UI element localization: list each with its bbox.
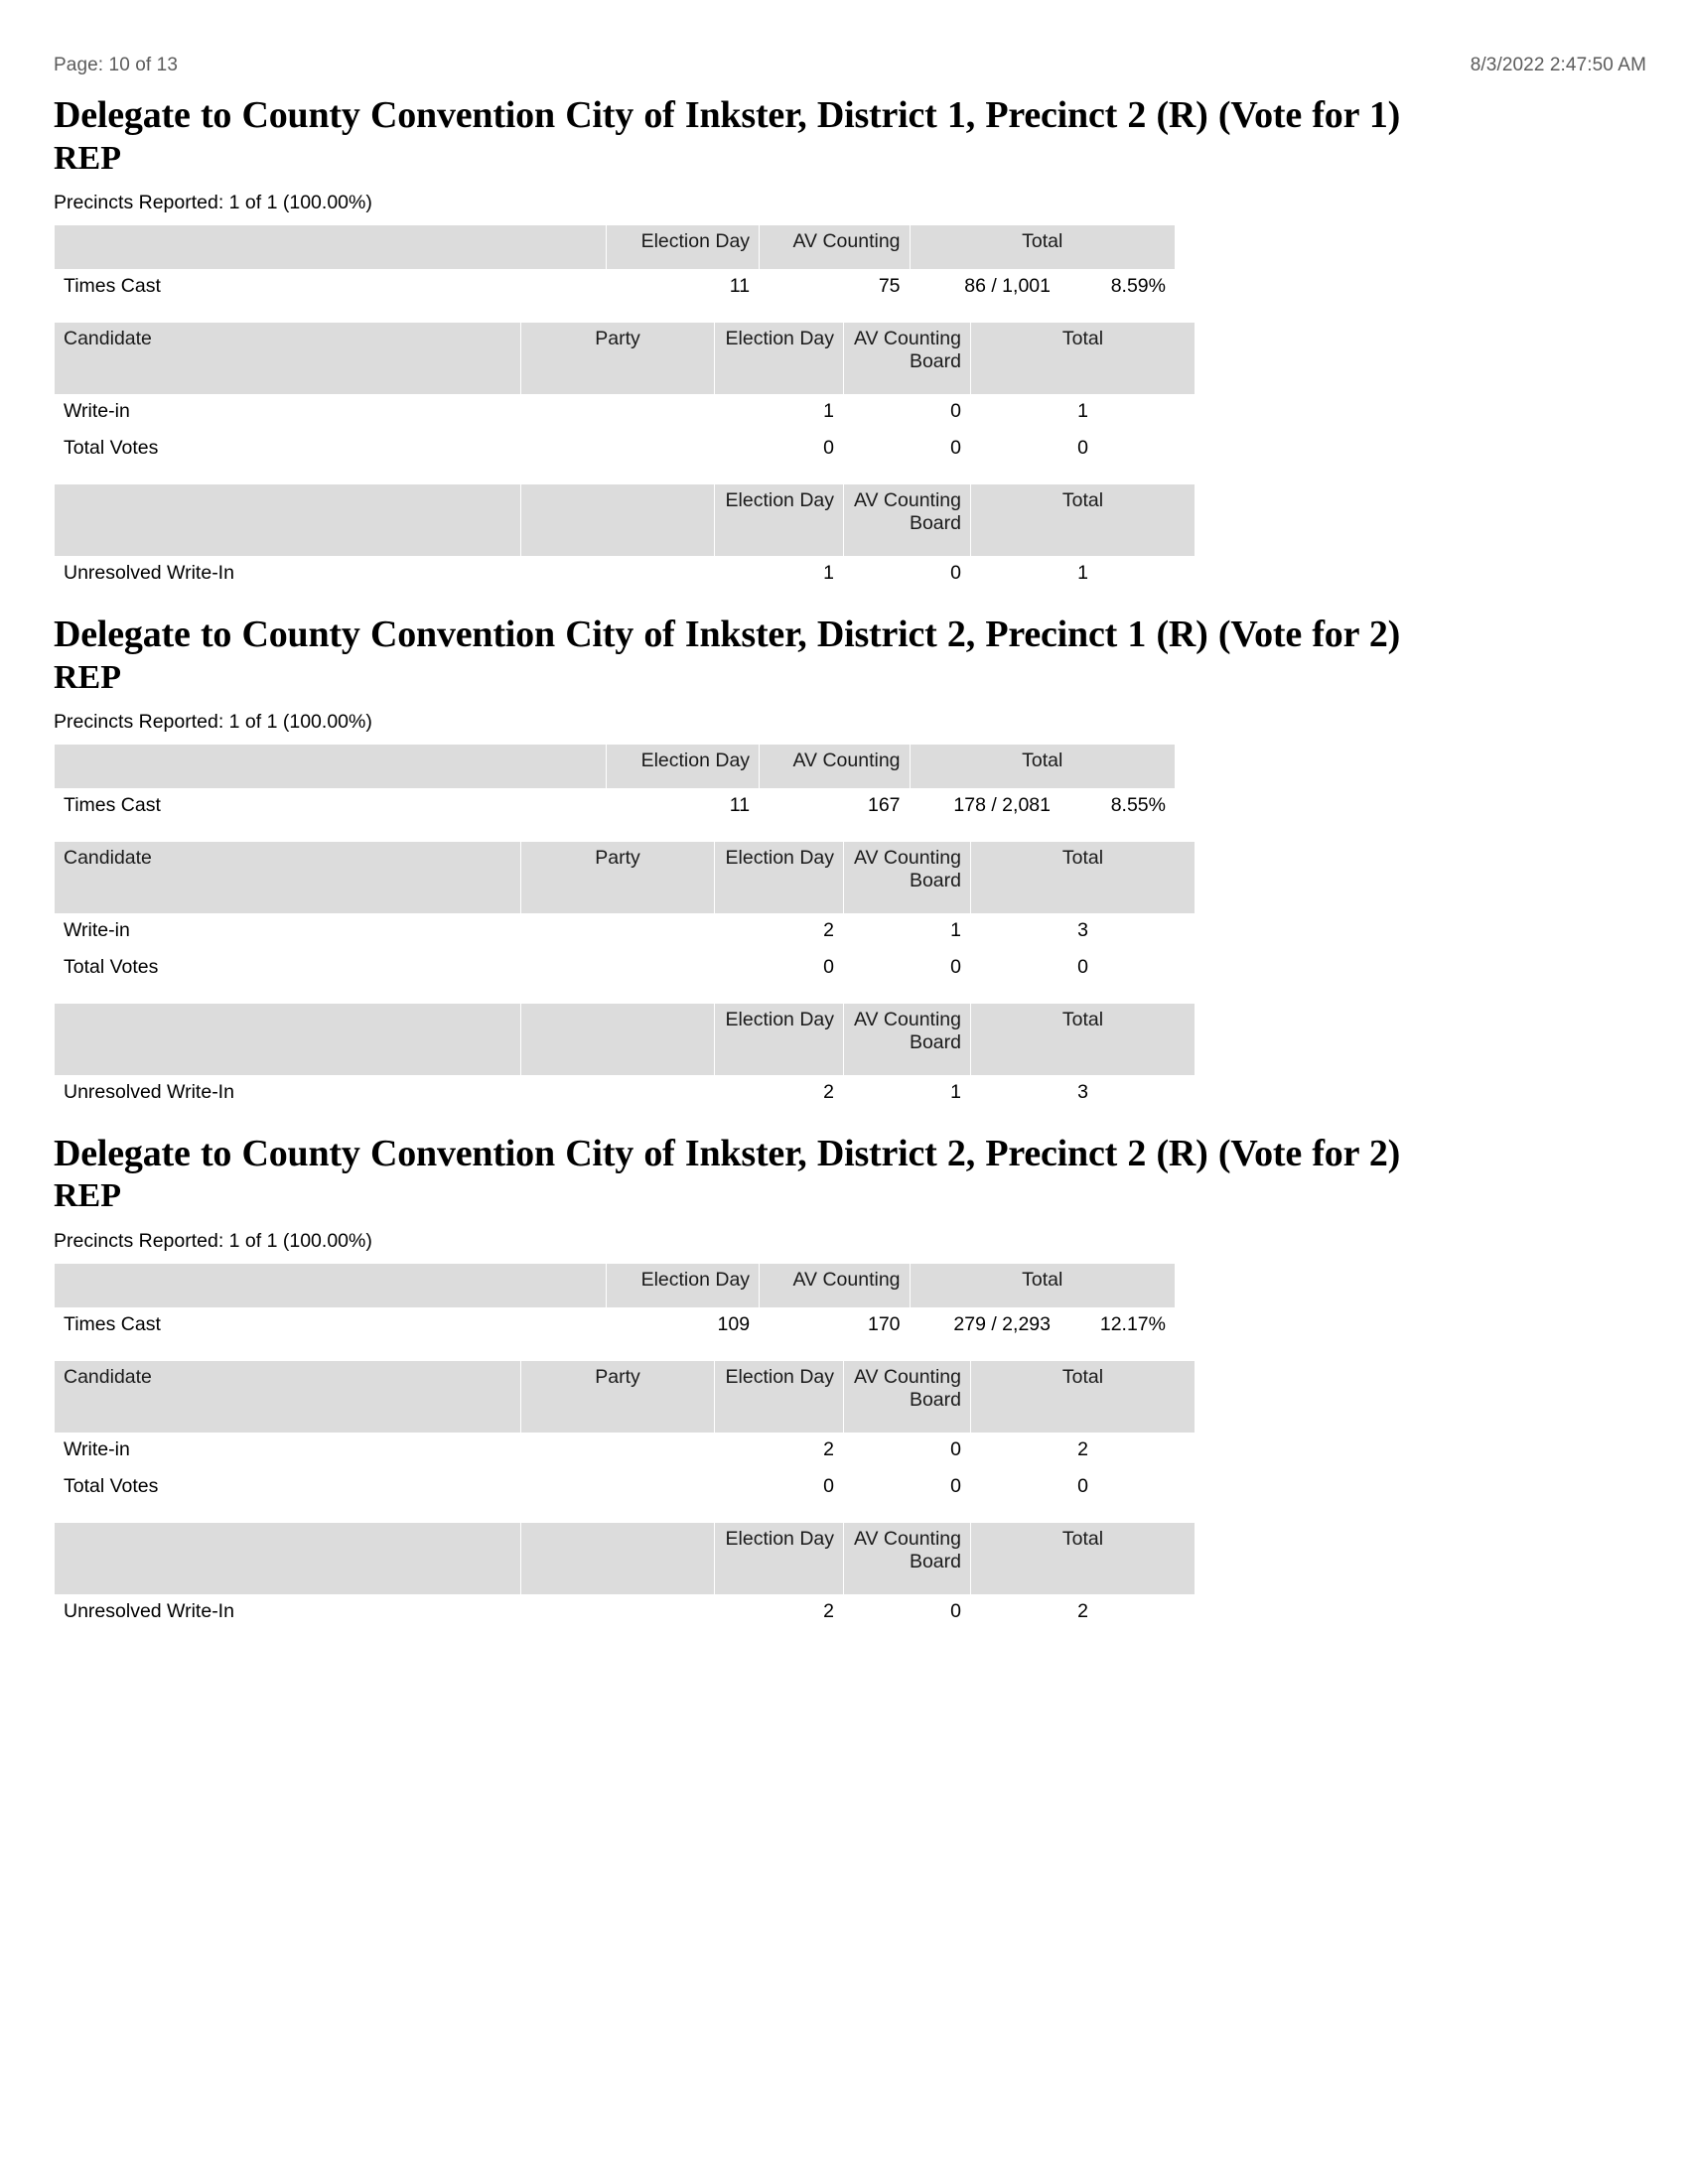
unresolved-total: 1 — [971, 556, 1098, 593]
blank-header-cell — [55, 483, 521, 556]
candidate-party — [521, 913, 715, 950]
table-row — [55, 394, 1196, 431]
contest-section — [54, 1132, 1646, 1632]
total-header: Total — [971, 483, 1196, 556]
candidate-party — [521, 394, 715, 431]
unresolved-election-day: 1 — [715, 556, 844, 593]
candidate-av-counting-board: 0 — [844, 950, 971, 987]
candidate-av-counting-board: 1 — [844, 913, 971, 950]
blank-header-cell — [521, 1522, 715, 1594]
candidate-party — [521, 1469, 715, 1506]
unresolved-total: 2 — [971, 1594, 1098, 1631]
candidate-percent — [1098, 950, 1196, 987]
unresolved-write-in-label: Unresolved Write-In — [55, 1075, 715, 1112]
contest-party-label: REP — [54, 139, 121, 177]
unresolved-av-counting-board: 0 — [844, 556, 971, 593]
party-header: Party — [521, 1360, 715, 1433]
total-header: Total — [910, 744, 1175, 788]
unresolved-write-in-label: Unresolved Write-In — [55, 1594, 715, 1631]
total-header: Total — [971, 1522, 1196, 1594]
election-day-header: Election Day — [607, 224, 760, 269]
table-row — [55, 913, 1196, 950]
total-header: Total — [971, 1003, 1196, 1075]
page-number-label: Page: 10 of 13 — [54, 55, 179, 75]
times-cast-label: Times Cast — [55, 788, 607, 825]
report-timestamp: 8/3/2022 2:47:50 AM — [1470, 55, 1646, 75]
times-cast-table — [54, 1263, 1176, 1345]
contest-title: Delegate to County Convention City of Inkster, District 1, Precinct 2 (R) (Vote for 1) — [54, 94, 1401, 136]
blank-header-cell — [521, 1003, 715, 1075]
unresolved-election-day: 2 — [715, 1594, 844, 1631]
table-header-row — [55, 1003, 1196, 1075]
times-cast-av-counting: 167 — [760, 788, 910, 825]
table-row — [55, 1307, 1176, 1344]
blank-header-cell — [55, 224, 607, 269]
candidate-election-day: 0 — [715, 950, 844, 987]
election-day-header: Election Day — [715, 1522, 844, 1594]
precincts-reported: Precincts Reported: 1 of 1 (100.00%) — [54, 710, 372, 733]
table-header-row — [55, 841, 1196, 913]
table-row — [55, 269, 1176, 306]
party-header: Party — [521, 322, 715, 394]
unresolved-election-day: 2 — [715, 1075, 844, 1112]
table-header-row — [55, 1360, 1196, 1433]
times-cast-av-counting: 75 — [760, 269, 910, 306]
candidate-av-counting-board: 0 — [844, 431, 971, 468]
av-counting-board-header: AV Counting Board — [844, 483, 971, 556]
times-cast-election-day: 11 — [607, 269, 760, 306]
total-header: Total — [971, 1360, 1196, 1433]
av-counting-board-header: AV Counting Board — [844, 841, 971, 913]
contest-section — [54, 96, 1646, 594]
candidate-header: Candidate — [55, 1360, 521, 1433]
times-cast-label: Times Cast — [55, 1307, 607, 1344]
page-header — [0, 0, 1688, 76]
unresolved-write-in-label: Unresolved Write-In — [55, 556, 715, 593]
table-row — [55, 788, 1176, 825]
candidate-election-day: 1 — [715, 394, 844, 431]
times-cast-table — [54, 224, 1176, 307]
candidate-av-counting-board: 0 — [844, 394, 971, 431]
election-day-header: Election Day — [715, 1360, 844, 1433]
candidate-party — [521, 1433, 715, 1469]
av-counting-board-header: AV Counting Board — [844, 322, 971, 394]
candidate-percent — [1098, 1469, 1196, 1506]
election-day-header: Election Day — [715, 322, 844, 394]
candidate-av-counting-board: 0 — [844, 1469, 971, 1506]
candidate-total: 1 — [971, 394, 1098, 431]
table-header-row — [55, 224, 1176, 269]
table-row — [55, 950, 1196, 987]
unresolved-av-counting-board: 0 — [844, 1594, 971, 1631]
total-header: Total — [910, 1263, 1175, 1307]
blank-header-cell — [521, 483, 715, 556]
total-header: Total — [971, 841, 1196, 913]
unresolved-percent — [1098, 556, 1196, 593]
times-cast-election-day: 109 — [607, 1307, 760, 1344]
candidate-party — [521, 950, 715, 987]
unresolved-write-in-table — [54, 483, 1196, 594]
unresolved-total: 3 — [971, 1075, 1098, 1112]
candidate-total: 0 — [971, 950, 1098, 987]
times-cast-percent: 8.59% — [1059, 269, 1175, 306]
candidate-election-day: 0 — [715, 1469, 844, 1506]
election-day-header: Election Day — [607, 744, 760, 788]
table-row — [55, 431, 1196, 468]
candidate-name: Write-in — [55, 913, 521, 950]
contest-party-label: REP — [54, 1177, 121, 1215]
election-day-header: Election Day — [715, 483, 844, 556]
table-row — [55, 1075, 1196, 1112]
unresolved-av-counting-board: 1 — [844, 1075, 971, 1112]
table-row — [55, 1469, 1196, 1506]
blank-header-cell — [55, 744, 607, 788]
candidate-name: Total Votes — [55, 431, 521, 468]
candidate-total: 2 — [971, 1433, 1098, 1469]
times-cast-percent: 8.55% — [1059, 788, 1175, 825]
party-header: Party — [521, 841, 715, 913]
candidate-results-table — [54, 322, 1196, 469]
table-header-row — [55, 1522, 1196, 1594]
table-header-row — [55, 744, 1176, 788]
contest-title: Delegate to County Convention City of Inkster, District 2, Precinct 2 (R) (Vote for 2) — [54, 1132, 1401, 1174]
times-cast-percent: 12.17% — [1059, 1307, 1175, 1344]
table-header-row — [55, 322, 1196, 394]
candidate-name: Write-in — [55, 394, 521, 431]
candidate-name: Total Votes — [55, 1469, 521, 1506]
times-cast-election-day: 11 — [607, 788, 760, 825]
contest-section — [54, 615, 1646, 1113]
table-header-row — [55, 1263, 1176, 1307]
election-day-header: Election Day — [607, 1263, 760, 1307]
candidate-results-table — [54, 1360, 1196, 1507]
times-cast-av-counting: 170 — [760, 1307, 910, 1344]
candidate-election-day: 2 — [715, 913, 844, 950]
report-content — [0, 96, 1688, 1632]
contest-party-label: REP — [54, 658, 121, 696]
table-row — [55, 556, 1196, 593]
candidate-party — [521, 431, 715, 468]
av-counting-board-header: AV Counting Board — [844, 1360, 971, 1433]
election-day-header: Election Day — [715, 1003, 844, 1075]
times-cast-total: 279 / 2,293 — [910, 1307, 1059, 1344]
av-counting-board-header: AV Counting Board — [844, 1003, 971, 1075]
total-header: Total — [910, 224, 1175, 269]
av-counting-header: AV Counting — [760, 224, 910, 269]
candidate-av-counting-board: 0 — [844, 1433, 971, 1469]
table-header-row — [55, 483, 1196, 556]
candidate-election-day: 2 — [715, 1433, 844, 1469]
blank-header-cell — [55, 1003, 521, 1075]
times-cast-total: 86 / 1,001 — [910, 269, 1059, 306]
candidate-percent — [1098, 394, 1196, 431]
unresolved-percent — [1098, 1594, 1196, 1631]
total-header: Total — [971, 322, 1196, 394]
table-row — [55, 1433, 1196, 1469]
candidate-header: Candidate — [55, 841, 521, 913]
candidate-header: Candidate — [55, 322, 521, 394]
candidate-percent — [1098, 1433, 1196, 1469]
unresolved-write-in-table — [54, 1003, 1196, 1113]
times-cast-table — [54, 744, 1176, 826]
precincts-reported: Precincts Reported: 1 of 1 (100.00%) — [54, 191, 372, 213]
candidate-name: Total Votes — [55, 950, 521, 987]
unresolved-percent — [1098, 1075, 1196, 1112]
blank-header-cell — [55, 1522, 521, 1594]
candidate-total: 3 — [971, 913, 1098, 950]
unresolved-write-in-table — [54, 1522, 1196, 1632]
precincts-reported: Precincts Reported: 1 of 1 (100.00%) — [54, 1229, 372, 1252]
times-cast-total: 178 / 2,081 — [910, 788, 1059, 825]
candidate-name: Write-in — [55, 1433, 521, 1469]
candidate-percent — [1098, 431, 1196, 468]
blank-header-cell — [55, 1263, 607, 1307]
av-counting-header: AV Counting — [760, 744, 910, 788]
candidate-percent — [1098, 913, 1196, 950]
election-day-header: Election Day — [715, 841, 844, 913]
times-cast-label: Times Cast — [55, 269, 607, 306]
contest-title: Delegate to County Convention City of Inkster, District 2, Precinct 1 (R) (Vote for 2) — [54, 613, 1401, 655]
candidate-total: 0 — [971, 431, 1098, 468]
candidate-results-table — [54, 841, 1196, 988]
candidate-total: 0 — [971, 1469, 1098, 1506]
candidate-election-day: 0 — [715, 431, 844, 468]
av-counting-header: AV Counting — [760, 1263, 910, 1307]
av-counting-board-header: AV Counting Board — [844, 1522, 971, 1594]
table-row — [55, 1594, 1196, 1631]
